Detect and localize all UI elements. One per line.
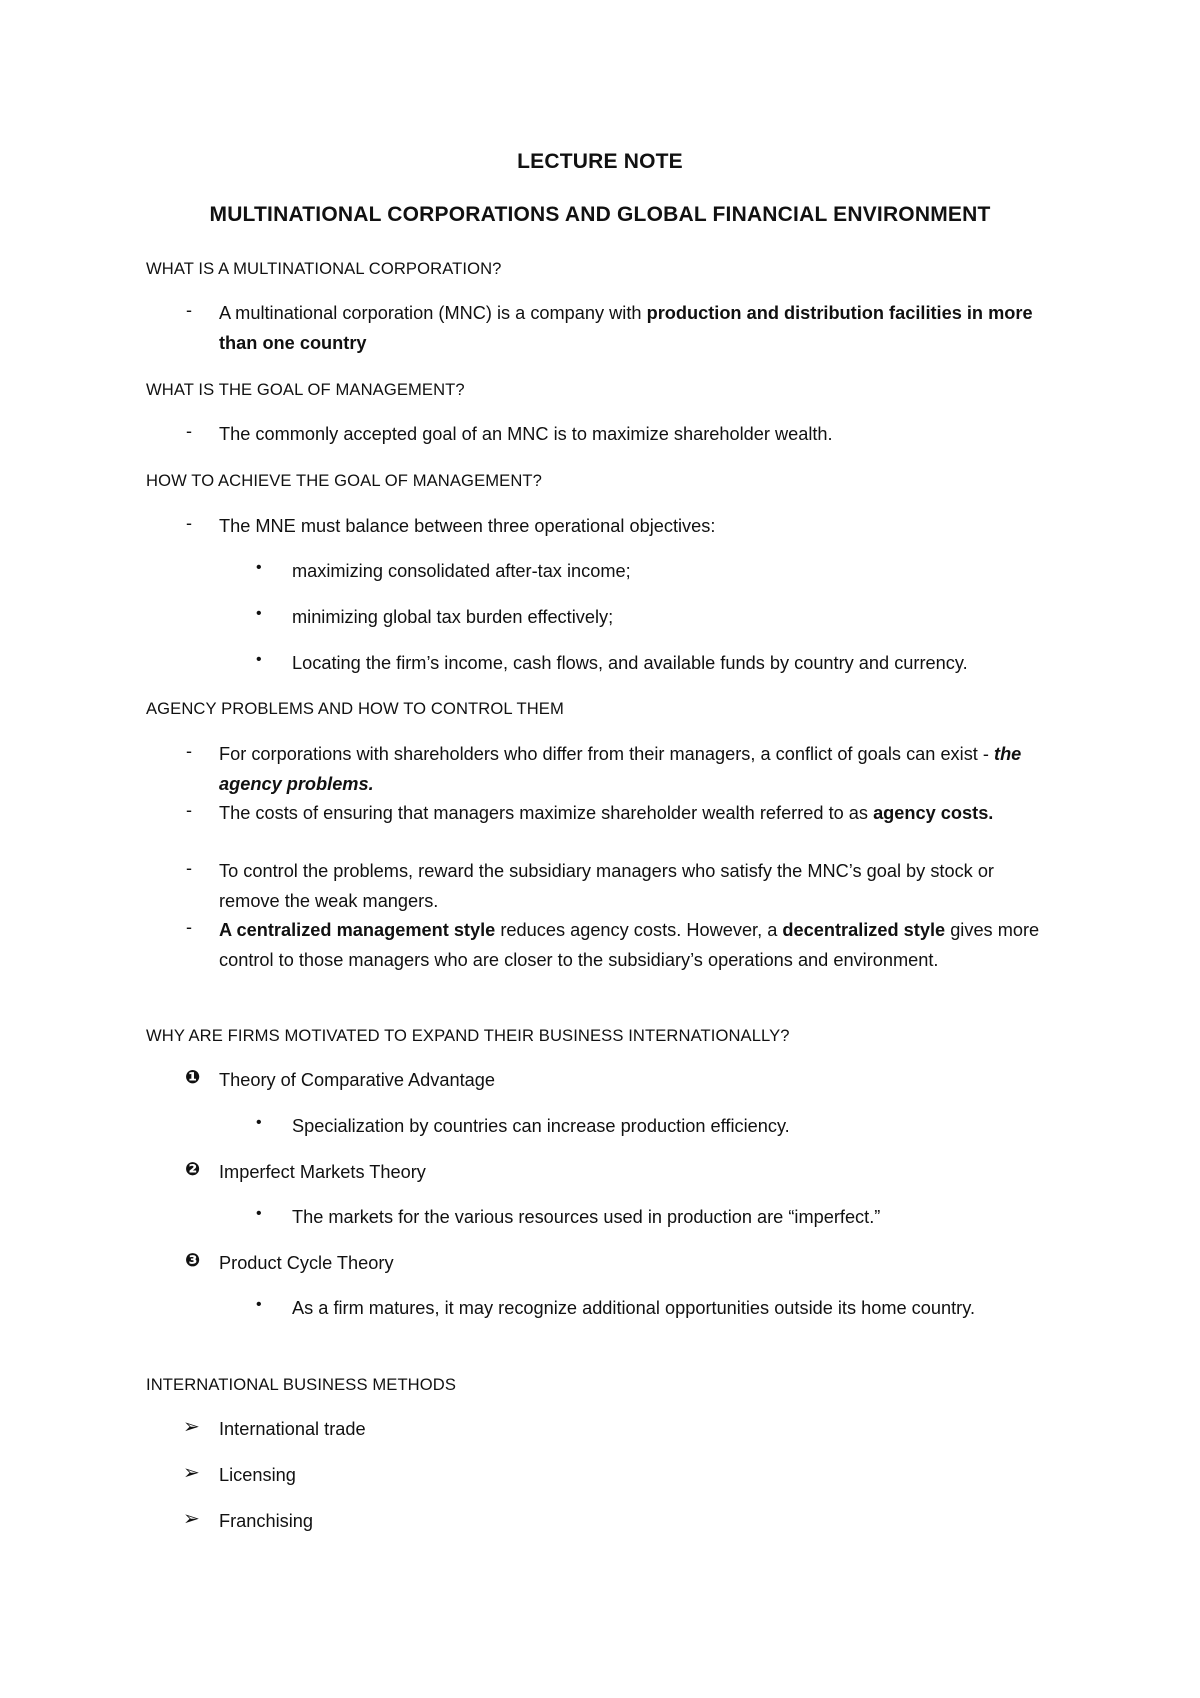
arrow-bullet-icon: ➢	[183, 1462, 200, 1484]
dash-marker: -	[186, 421, 192, 441]
item-bold-text: agency costs.	[873, 803, 994, 823]
list-item: The MNE must balance between three operational objectives:	[219, 516, 716, 536]
item-bold-text: A centralized management style	[219, 920, 496, 940]
method-item: Licensing	[219, 1465, 296, 1485]
bullet-item: Locating the firm’s income, cash flows, and available funds by country and currency.	[292, 653, 968, 673]
item-text: gives more control to those managers who are closer to the subsidiary’s operations and environment.	[219, 920, 1040, 970]
item-text: For corporations with shareholders who differ from their managers, a conflict of goals can exist -	[219, 744, 995, 764]
theory-detail: Specialization by countries can increase production efficiency.	[292, 1116, 790, 1136]
dash-marker: -	[186, 300, 192, 320]
arrow-bullet-icon: ➢	[183, 1508, 200, 1530]
dash-marker: -	[186, 513, 192, 533]
arrow-bullet-icon: ➢	[183, 1416, 200, 1438]
bullet-marker: •	[256, 559, 262, 576]
bullet-item: maximizing consolidated after-tax income;	[292, 561, 631, 581]
bullet-marker: •	[256, 1296, 262, 1313]
item-bold-text: production and distribution facilities in more than one country	[219, 303, 1033, 353]
section-heading: WHAT IS THE GOAL OF MANAGEMENT?	[146, 380, 465, 399]
theory-detail: As a firm matures, it may recognize additional opportunities outside its home country.	[292, 1298, 976, 1318]
section-heading: INTERNATIONAL BUSINESS METHODS	[146, 1375, 457, 1394]
bullet-marker: •	[256, 651, 262, 668]
bullet-marker: •	[256, 1205, 262, 1222]
bullet-marker: •	[256, 1114, 262, 1131]
item-bold-text: decentralized style	[782, 920, 946, 940]
theory-detail: The markets for the various resources used in production are “imperfect.”	[292, 1207, 881, 1227]
dash-marker: -	[186, 800, 192, 820]
dash-marker: -	[186, 741, 192, 761]
section-heading: WHAT IS A MULTINATIONAL CORPORATION?	[146, 259, 502, 278]
method-item: Franchising	[219, 1511, 314, 1531]
dash-marker: -	[186, 858, 192, 878]
theory-item: Product Cycle Theory	[219, 1253, 394, 1273]
theory-item: Imperfect Markets Theory	[219, 1162, 426, 1182]
number-three-icon: ❸	[185, 1250, 201, 1270]
page-subtitle: MULTINATIONAL CORPORATIONS AND GLOBAL FINANCIAL ENVIRONMENT	[209, 203, 991, 226]
item-bold-italic-text: the agency problems.	[219, 744, 1022, 794]
bullet-item: minimizing global tax burden effectively;	[292, 607, 614, 627]
item-text: The costs of ensuring that managers maximize shareholder wealth referred to as	[219, 803, 874, 823]
list-item: To control the problems, reward the subsidiary managers who satisfy the MNC’s goal by stock or remove the weak mangers.	[219, 861, 994, 911]
theory-item: Theory of Comparative Advantage	[219, 1070, 495, 1090]
section-heading: WHY ARE FIRMS MOTIVATED TO EXPAND THEIR BUSINESS INTERNATIONALLY?	[146, 1026, 790, 1045]
dash-marker: -	[186, 917, 192, 937]
section-heading: AGENCY PROBLEMS AND HOW TO CONTROL THEM	[146, 699, 564, 718]
bullet-marker: •	[256, 605, 262, 622]
method-item: International trade	[219, 1419, 366, 1439]
number-two-icon: ❷	[185, 1159, 201, 1179]
item-text: A multinational corporation (MNC) is a company with	[219, 303, 647, 323]
list-item	[219, 916, 1059, 975]
list-item	[219, 740, 1059, 799]
number-one-icon: ❶	[185, 1067, 201, 1087]
page-title: LECTURE NOTE	[517, 150, 683, 173]
list-item	[219, 799, 1059, 829]
section-heading: HOW TO ACHIEVE THE GOAL OF MANAGEMENT?	[146, 471, 542, 490]
item-text: reduces agency costs. However, a	[495, 920, 783, 940]
list-item: The commonly accepted goal of an MNC is to maximize shareholder wealth.	[219, 424, 833, 444]
list-item	[219, 299, 1059, 358]
